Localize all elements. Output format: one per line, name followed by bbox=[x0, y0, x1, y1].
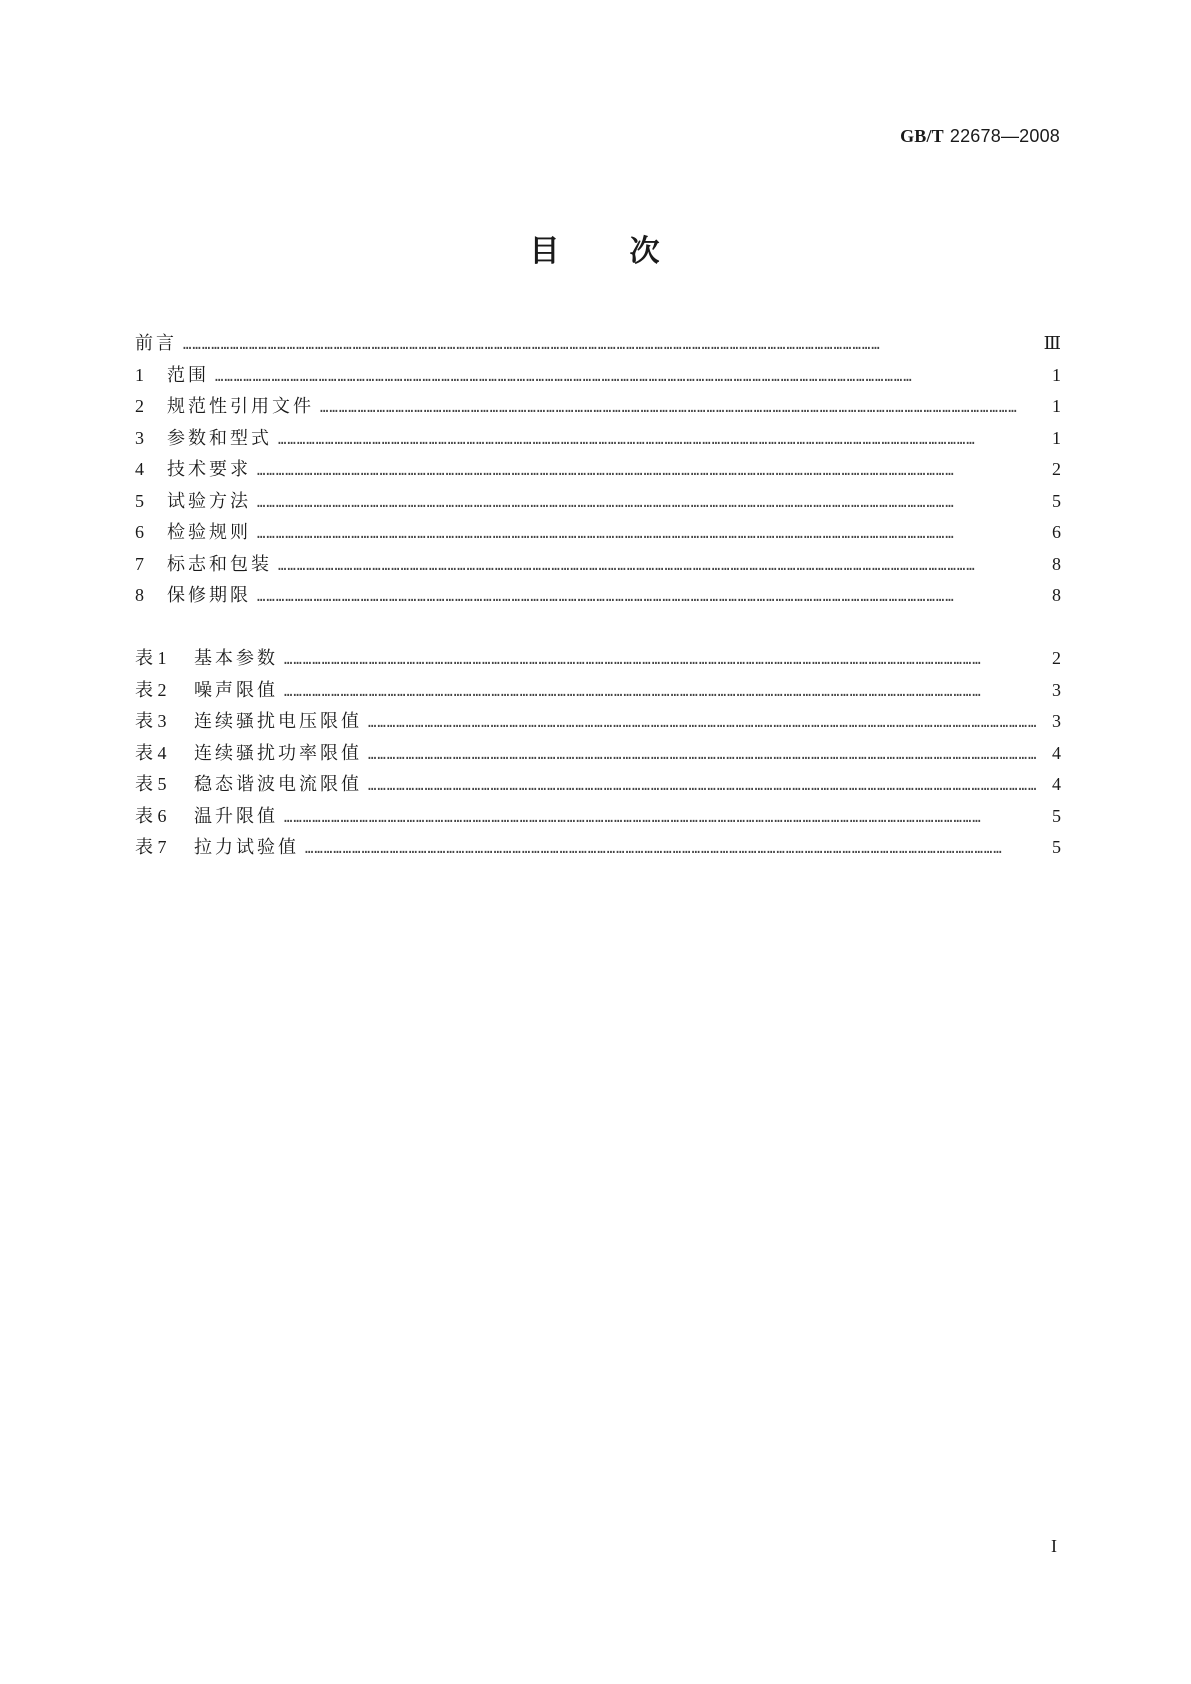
toc-table-page: 3 bbox=[1052, 711, 1061, 731]
standard-number: 22678—2008 bbox=[949, 126, 1060, 146]
toc-leader-dots bbox=[257, 456, 1037, 488]
toc-table-entry[interactable] bbox=[135, 706, 1061, 738]
toc-entry-number: 4 bbox=[135, 459, 144, 479]
toc-leader-dots bbox=[257, 582, 1037, 614]
standard-prefix: GB/T bbox=[900, 126, 944, 146]
toc-entry-page: 1 bbox=[1052, 427, 1061, 448]
toc-entry-number: 5 bbox=[135, 490, 144, 511]
toc-entry[interactable] bbox=[135, 454, 1061, 486]
toc-entry-page: 6 bbox=[1052, 522, 1061, 542]
toc-table-entry[interactable] bbox=[135, 801, 1061, 833]
toc-entry-page: 2 bbox=[1052, 459, 1061, 479]
toc-entry-label: 技术要求 bbox=[167, 459, 251, 480]
toc-entry[interactable] bbox=[135, 580, 1061, 612]
toc-entry-page: 1 bbox=[1052, 396, 1061, 416]
toc-entry-label: 范围 bbox=[167, 364, 209, 386]
toc-table-number: 表 7 bbox=[135, 837, 167, 857]
toc-entry-page: 1 bbox=[1052, 364, 1061, 385]
toc-tables-list bbox=[135, 643, 1061, 864]
toc-entry-number: 8 bbox=[135, 585, 144, 605]
toc-table-number: 表 2 bbox=[135, 679, 167, 700]
toc-entry[interactable] bbox=[135, 423, 1061, 455]
toc-leader-dots bbox=[183, 330, 1037, 362]
toc-leader-dots bbox=[278, 425, 1037, 457]
toc-leader-dots bbox=[257, 519, 1037, 551]
toc-entry[interactable] bbox=[135, 517, 1061, 549]
toc-entry[interactable] bbox=[135, 391, 1061, 423]
toc-table-page: 4 bbox=[1052, 742, 1061, 763]
toc-entry-label: 保修期限 bbox=[167, 585, 251, 606]
toc-entry[interactable] bbox=[135, 549, 1061, 581]
toc-entry-page: 8 bbox=[1052, 553, 1061, 574]
toc-entry-number: 2 bbox=[135, 396, 144, 416]
toc-entry[interactable] bbox=[135, 328, 1061, 360]
toc-table-entry[interactable] bbox=[135, 769, 1061, 801]
toc-table-number: 表 5 bbox=[135, 774, 167, 794]
toc-leader-dots bbox=[368, 771, 1037, 803]
toc-entry[interactable] bbox=[135, 486, 1061, 518]
toc-leader-dots bbox=[305, 834, 1037, 866]
toc-title-char-1: 目 bbox=[529, 234, 562, 269]
toc-entry-number: 7 bbox=[135, 553, 144, 574]
toc-sections-list bbox=[135, 328, 1061, 612]
toc-entry-number: 1 bbox=[135, 364, 144, 385]
toc-title bbox=[0, 226, 1191, 270]
toc-entry-label: 标志和包装 bbox=[167, 553, 272, 575]
toc-table-page: 3 bbox=[1052, 679, 1061, 700]
toc-table-number: 表 1 bbox=[135, 648, 167, 668]
toc-entry-number: 3 bbox=[135, 427, 144, 448]
toc-table-number: 表 6 bbox=[135, 805, 167, 826]
toc-table-number: 表 3 bbox=[135, 711, 167, 731]
toc-entry-label: 规范性引用文件 bbox=[167, 396, 314, 417]
toc-table-label: 温升限值 bbox=[194, 805, 278, 827]
toc-table-entry[interactable] bbox=[135, 832, 1061, 864]
toc-entry-label: 前言 bbox=[135, 333, 177, 354]
toc-entry-page: Ⅲ bbox=[1043, 333, 1061, 353]
toc-leader-dots bbox=[257, 488, 1037, 520]
toc-table-entry[interactable] bbox=[135, 643, 1061, 675]
toc-entry-number: 6 bbox=[135, 522, 144, 542]
toc-table-label: 基本参数 bbox=[194, 648, 278, 669]
toc-leader-dots bbox=[368, 708, 1037, 740]
toc-entry[interactable] bbox=[135, 360, 1061, 392]
toc-table-number: 表 4 bbox=[135, 742, 167, 763]
toc-leader-dots bbox=[284, 645, 1037, 677]
toc-table-page: 2 bbox=[1052, 648, 1061, 668]
toc-leader-dots bbox=[284, 803, 1037, 835]
toc-table-label: 噪声限值 bbox=[194, 679, 278, 701]
toc-entry-page: 8 bbox=[1052, 585, 1061, 605]
toc-table-entry[interactable] bbox=[135, 675, 1061, 707]
toc-table-page: 5 bbox=[1052, 805, 1061, 826]
toc-leader-dots bbox=[368, 740, 1037, 772]
page-number-footer: I bbox=[1051, 1536, 1057, 1556]
toc-title-char-2: 次 bbox=[629, 234, 662, 269]
toc-table-label: 连续骚扰功率限值 bbox=[194, 742, 362, 764]
toc-table-entry[interactable] bbox=[135, 738, 1061, 770]
toc-table-label: 连续骚扰电压限值 bbox=[194, 711, 362, 732]
toc-entry-label: 试验方法 bbox=[167, 490, 251, 512]
toc-table-label: 稳态谐波电流限值 bbox=[194, 774, 362, 795]
toc-entry-page: 5 bbox=[1052, 490, 1061, 511]
toc-leader-dots bbox=[215, 362, 1037, 394]
toc-leader-dots bbox=[278, 551, 1037, 583]
toc-leader-dots bbox=[284, 677, 1037, 709]
toc-table-page: 5 bbox=[1052, 837, 1061, 857]
toc-entry-label: 参数和型式 bbox=[167, 427, 272, 449]
toc-table-page: 4 bbox=[1052, 774, 1061, 794]
standard-code-header bbox=[900, 126, 1060, 147]
toc-entry-label: 检验规则 bbox=[167, 522, 251, 543]
toc-leader-dots bbox=[320, 393, 1037, 425]
toc-table-label: 拉力试验值 bbox=[194, 837, 299, 858]
